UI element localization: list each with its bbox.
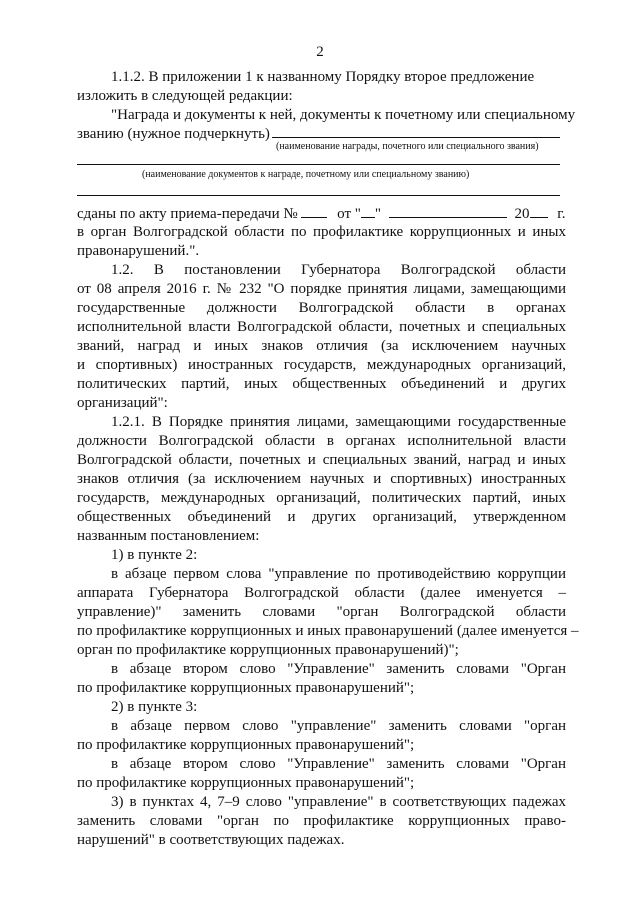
paragraph-line: нарушений" в соответствующих падежах.: [77, 832, 345, 848]
month-blank: [389, 204, 507, 218]
paragraph-line: званию (нужное подчеркнуть): [77, 126, 270, 142]
act-number-blank: [301, 204, 327, 218]
fill-in-line: [77, 195, 560, 196]
paragraph-line: знаков отличия (за исключением научных и спортивных) иностранных: [77, 471, 566, 487]
paragraph-line: 3) в пунктах 4, 7–9 слово "управление" в соответствующих падежах: [111, 794, 566, 810]
paragraph-line: в абзаце втором слово "Управление" заменить словами "Орган: [111, 756, 566, 772]
paragraph-line: по профилактике коррупционных правонарушений";: [77, 737, 415, 753]
paragraph-line: названным постановлением:: [77, 528, 260, 544]
paragraph-line: 1.2.1. В Порядке принятия лицами, замещающими государственные: [111, 414, 566, 430]
paragraph-line: исполнительной власти Волгоградской области, почетных и специальных: [77, 319, 566, 335]
paragraph-line: Волгоградской области, почетных и специальных званий, наград и иных: [77, 452, 566, 468]
paragraph-line: орган по профилактике коррупционных правонарушений)";: [77, 642, 459, 658]
paragraph-line: в орган Волгоградской области по профилактике коррупционных и иных: [77, 224, 566, 240]
paragraph-line: организаций":: [77, 395, 168, 411]
paragraph-line: званий, наград и иных знаков отличия (за исключением научных: [77, 338, 566, 354]
paragraph-line: изложить в следующей редакции:: [77, 88, 293, 104]
paragraph-line: в абзаце втором слово "Управление" заменить словами "Орган: [111, 661, 566, 677]
paragraph-line: в абзаце первом слова "управление по противодействию коррупции: [111, 566, 566, 582]
paragraph-line: заменить словами "орган по профилактике коррупционных право-: [77, 813, 566, 829]
transfer-act-line: сданы по акту приема-передачи № от " " 20 г.: [77, 206, 566, 222]
paragraph-line: 1.2. В постановлении Губернатора Волгоградской области: [111, 262, 566, 278]
paragraph-line: и спортивных) иностранных государств, международных организаций,: [77, 357, 566, 373]
paragraph-line: от 08 апреля 2016 г. № 232 "О порядке принятия лицами, замещающими: [77, 281, 566, 297]
paragraph-line: 1.1.2. В приложении 1 к названному Порядку второе предложение: [111, 69, 535, 85]
paragraph-line: по профилактике коррупционных правонарушений";: [77, 775, 415, 791]
paragraph-line: государств, международных организаций, политических партий, иных: [77, 490, 566, 506]
paragraph-line: по профилактике коррупционных и иных правонарушений (далее именуется –: [77, 623, 579, 639]
paragraph-line: правонарушений.".: [77, 243, 200, 259]
paragraph-line: в абзаце первом слово "управление" заменить словами "орган: [111, 718, 566, 734]
paragraph-line: должности Волгоградской области в органах исполнительной власти: [77, 433, 566, 449]
paragraph-line: аппарата Губернатора Волгоградской области (далее именуется –: [77, 585, 566, 601]
paragraph-line: 1) в пункте 2:: [111, 547, 198, 563]
paragraph-line: общественных объединений и других организаций, утвержденном: [77, 509, 566, 525]
fill-in-line: [272, 137, 560, 138]
page-number: 2: [316, 44, 324, 60]
paragraph-line: 2) в пункте 3:: [111, 699, 198, 715]
field-caption: (наименование документов к награде, почетному или специальному званию): [142, 169, 470, 180]
paragraph-line: по профилактике коррупционных правонарушений";: [77, 680, 415, 696]
paragraph-line: политических партий, иных общественных объединений и других: [77, 376, 566, 392]
paragraph-line: государственные должности Волгоградской области в органах: [77, 300, 566, 316]
year-blank: [530, 204, 548, 218]
field-caption: (наименование награды, почетного или специального звания): [276, 141, 539, 152]
paragraph-line: управление)" заменить словами "орган Волгоградской области: [77, 604, 566, 620]
day-blank: [361, 204, 375, 218]
fill-in-line: [77, 164, 560, 165]
paragraph-line: "Награда и документы к ней, документы к почетному или специальному: [111, 107, 576, 123]
